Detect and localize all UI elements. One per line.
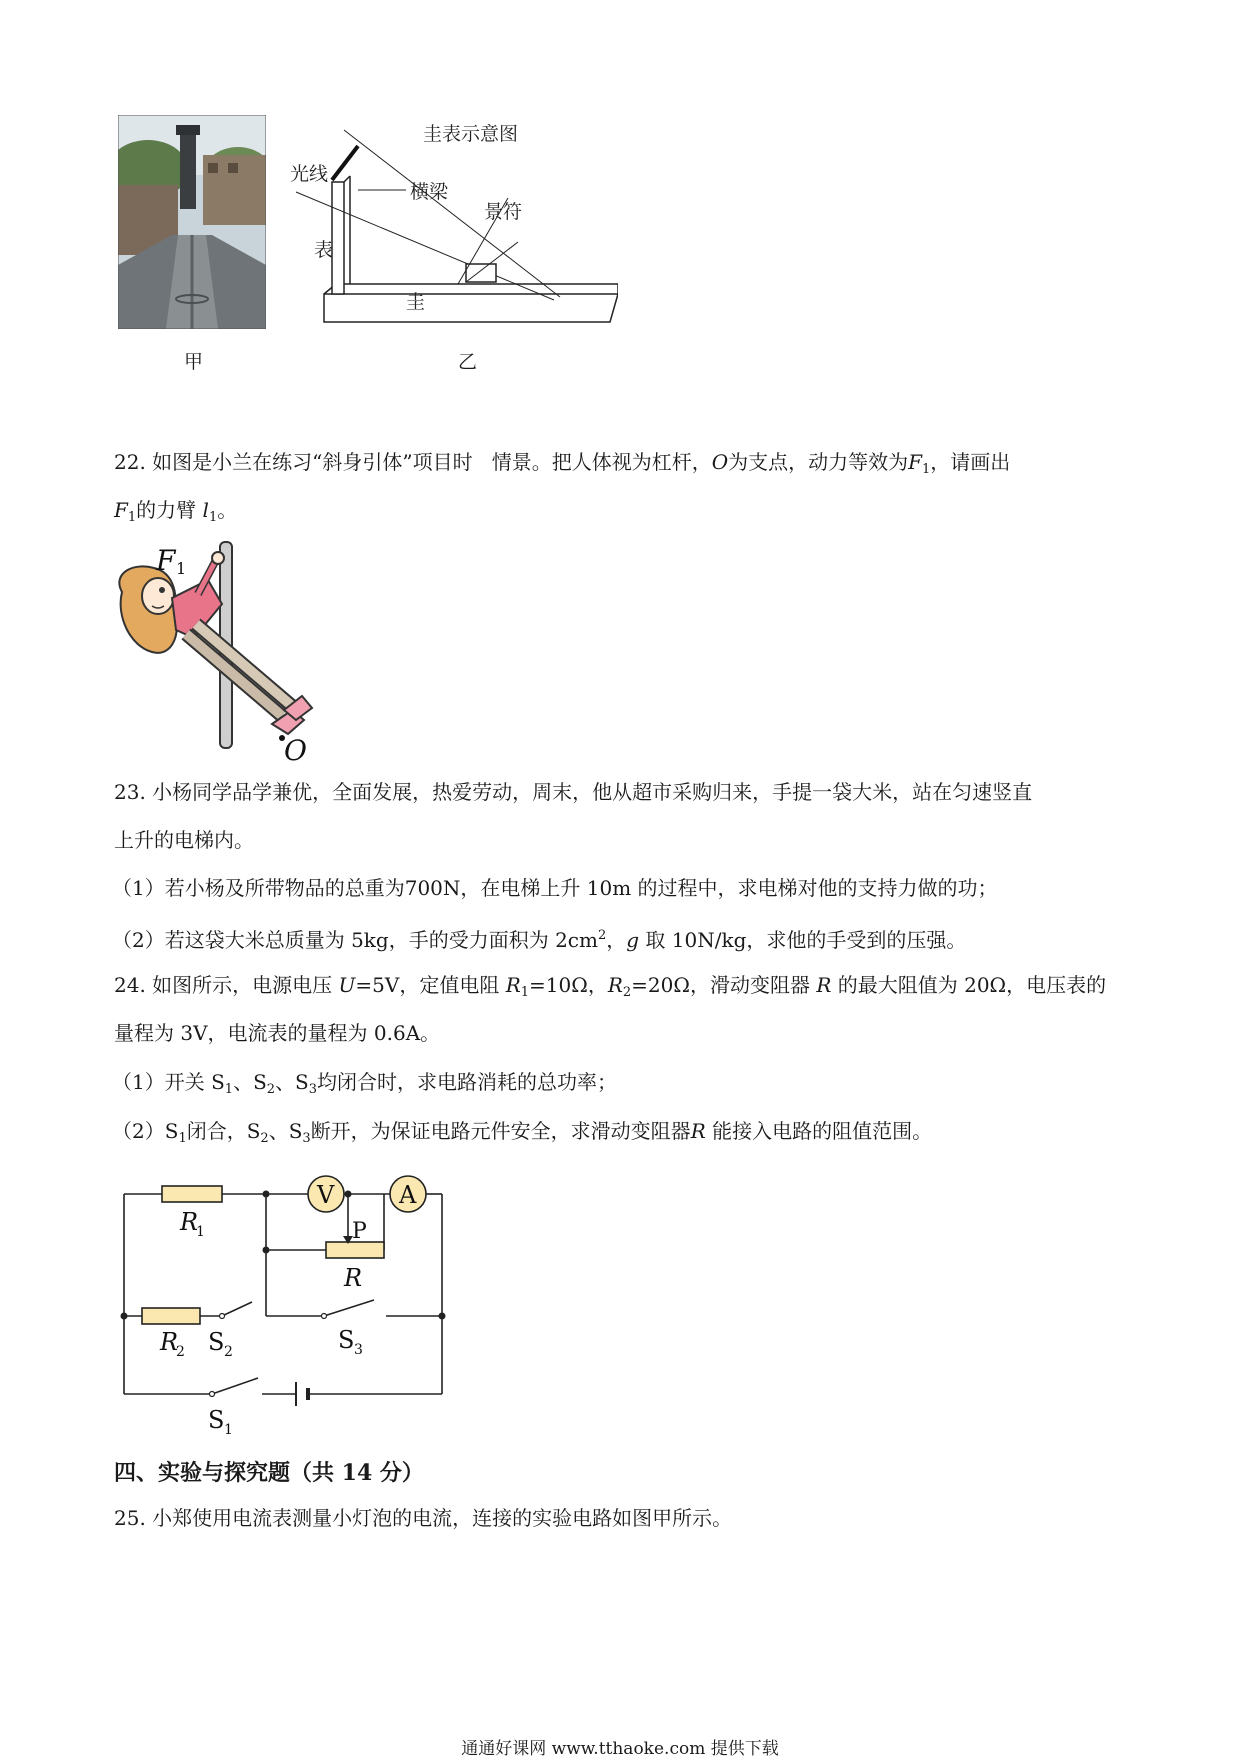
label-gui: 圭 [406,291,426,313]
r2-label: R [160,1328,179,1356]
s1-sub: 1 [224,1422,233,1438]
q23-line1: 23. 小杨同学品学兼优，全面发展，热爱劳动，周末，他从超市采购归来，手提一袋大米，站在匀速竖直 [114,780,1033,804]
r2-sub: 2 [176,1344,185,1360]
pullup-figure [112,534,362,764]
q24-circuit [112,1166,452,1438]
s3-sub: 3 [354,1342,363,1358]
q23-part1: （1）若小杨及所带物品的总重为700N，在电梯上升 10m 的过程中，求电梯对他的支持力做的功； [112,876,998,900]
q23-part2: （2）若这袋大米总质量为 5kg，手的受力面积为 $2cm^2$，g 取 10N/kg，求他的手受到的压强。 [112,928,967,952]
photo-gnomon-drawing [118,115,266,329]
s2-sub: 2 [224,1344,233,1360]
q24-line2: 量程为 3V，电流表的量程为 0.6A。 [114,1021,441,1045]
q22-line1: 22. 如图是小兰在练习“斜身引体”项目时 情景。把人体视为杠杆，O为支点，动力等效为$F_1$，请画出 [114,450,1011,477]
s3-label: S [338,1326,355,1354]
label-gnomon: 表 [314,239,334,261]
fig-F-label: F [156,544,176,577]
gnomon-diagram [288,122,618,332]
diagram-title: 圭表示意图 [423,123,519,145]
s2-label: S [208,1328,225,1356]
q22-line2: $F_1$的力臂 $l_1$。 [114,498,238,525]
label-beam: 横梁 [410,181,449,203]
page-footer: 通通好课网 www.tthaoke.com 提供下载 [461,1739,779,1759]
fig-F-sub: 1 [176,559,187,578]
diagram-caption: 乙 [458,351,478,373]
gnomon-diagram-drawing [288,122,618,332]
rheostat-label: R [344,1264,363,1292]
ammeter-label: A [399,1181,417,1209]
slider-label: P [352,1219,367,1244]
r1-label: R [180,1208,199,1236]
q25-line1: 25. 小郑使用电流表测量小灯泡的电流，连接的实验电路如图甲所示。 [114,1506,733,1530]
s1-label: S [208,1406,225,1434]
q24-line1: 24. 如图所示，电源电压 U=5V，定值电阻 $R_1=10\Omega$，$R_2=20\Omega$，滑动变阻器 R 的最大阻值为 20Ω，电压表的 [114,973,1107,1000]
r1-sub: 1 [196,1224,205,1240]
circuit-diagram [112,1166,452,1438]
voltmeter-label: V [317,1181,335,1209]
section4-heading: 四、实验与探究题（共 14 分） [114,1460,424,1486]
q24-part2: $(2)S_1$闭合，$S_2$、$S_3$断开，为保证电路元件安全，求滑动变阻器R 能接入电路的阻值范围。 [112,1119,933,1146]
label-jingfu: 景符 [484,201,523,223]
q22-figure [112,534,362,764]
fig-O-label: O [284,734,307,764]
photo-gnomon [118,115,266,329]
photo-caption: 甲 [184,351,204,373]
q24-part1: （1）开关 $S_1$、$S_2$、$S_3$均闭合时，求电路消耗的总功率； [112,1070,618,1097]
label-light: 光线 [290,163,329,185]
q23-line2: 上升的电梯内。 [114,828,254,852]
